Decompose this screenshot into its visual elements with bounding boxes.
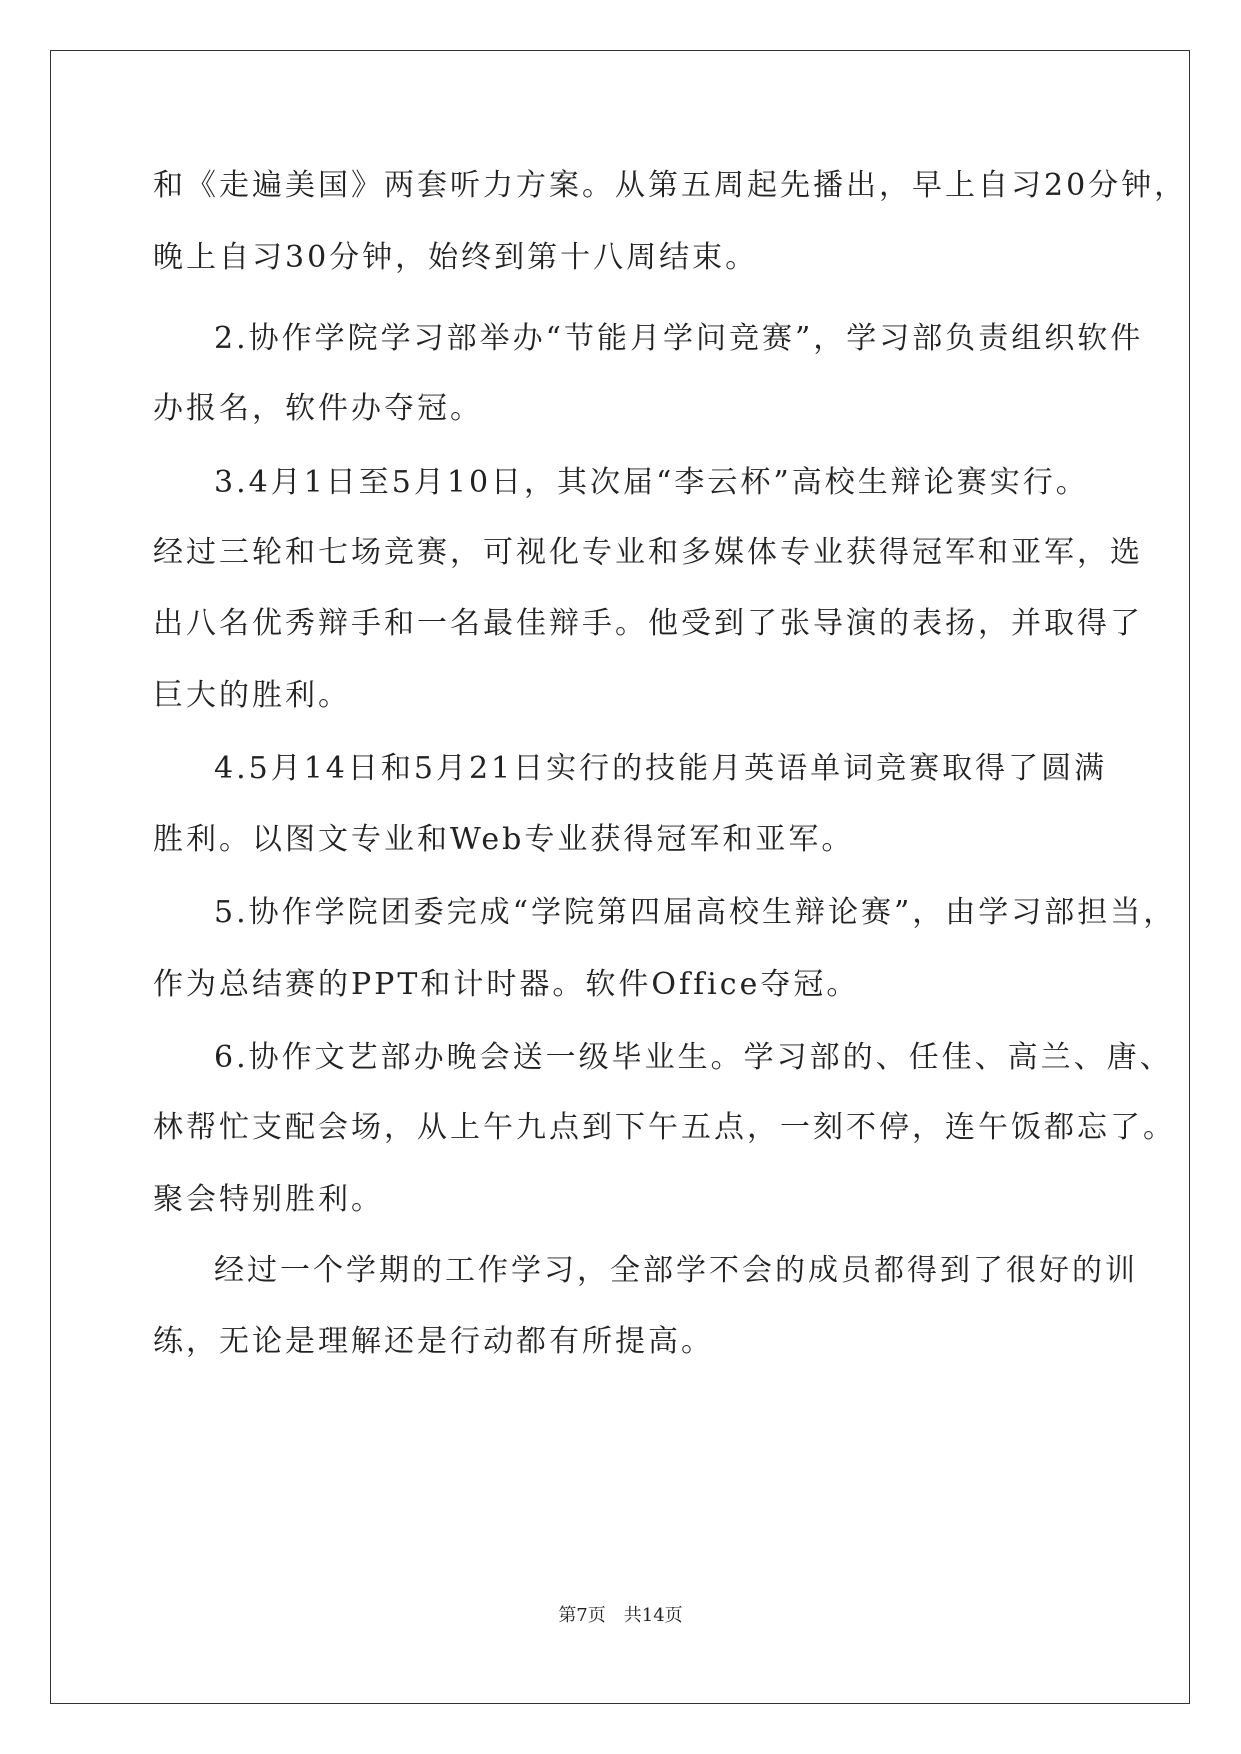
text-line: 林帮忙支配会场，从上午九点到下午五点，一刻不停，连午饭都忘了。 [153, 1110, 1176, 1145]
text-line: 胜利。以图文专业和Web专业获得冠军和亚军。 [153, 822, 855, 857]
text-line: 经过三轮和七场竞赛，可视化专业和多媒体专业获得冠军和亚军，选 [153, 535, 1143, 570]
page-footer [0, 1601, 1241, 1627]
page-total: 共14页 [623, 1605, 683, 1626]
text-line: 和《走遍美国》两套听力方案。从第五周起先播出，早上自习20分钟， [153, 168, 1188, 203]
paragraph-start-line: 6.协作文艺部办晚会送一级毕业生。学习部的、任佳、高兰、唐、 [214, 1040, 1173, 1075]
paragraph-start-line: 3.4月1日至5月10日，其次届“李云杯”高校生辩论赛实行。 [214, 465, 1089, 500]
page-number: 第7页 [558, 1605, 606, 1626]
text-line: 晚上自习30分钟，始终到第十八周结束。 [153, 240, 759, 275]
paragraph-start-line: 2.协作学院学习部举办“节能月学问竞赛”，学习部负责组织软件 [214, 321, 1144, 356]
text-line: 练，无论是理解还是行动都有所提高。 [153, 1324, 714, 1359]
text-line: 作为总结赛的PPT和计时器。软件Office夺冠。 [153, 967, 860, 1002]
paragraph-start-line: 经过一个学期的工作学习，全部学不会的成员都得到了很好的训 [214, 1253, 1138, 1288]
text-line: 办报名，软件办夺冠。 [153, 391, 483, 426]
paragraph-start-line: 5.协作学院团委完成“学院第四届高校生辩论赛”，由学习部担当， [214, 895, 1177, 930]
text-line: 巨大的胜利。 [153, 678, 351, 713]
page-border [50, 50, 1190, 1704]
text-line: 聚会特别胜利。 [153, 1182, 384, 1217]
paragraph-start-line: 4.5月14日和5月21日实行的技能月英语单词竞赛取得了圆满 [214, 751, 1108, 786]
text-line: 出八名优秀辩手和一名最佳辩手。他受到了张导演的表扬，并取得了 [153, 606, 1143, 641]
